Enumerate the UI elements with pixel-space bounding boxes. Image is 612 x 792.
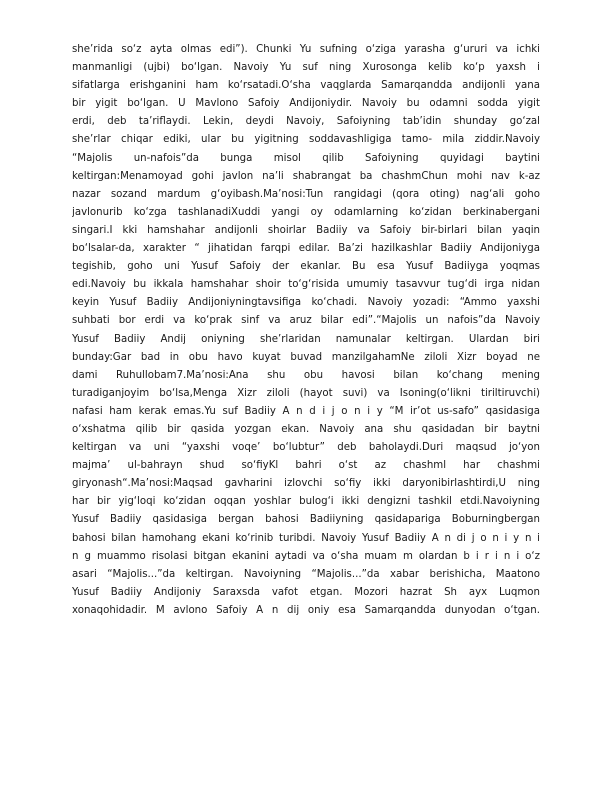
text-line: suhbati bor erdi va ko‘prak sinf va aruz bilar edi”.“Majolis un nafois”da Navoiy [72,315,540,327]
text-line: bo‘lsalar-da, xarakter “ jihatidan farqpi edilar. Ba’zi hazilkashlar Badiiy Andijoniyga [72,243,540,255]
text-line: bir yigit bo‘lgan. U Mavlono Safoiy Andijoniydir. Navoiy bu odamni sodda yigit [72,98,540,110]
text-line: bunday:Gar bad in obu havo kuyat buvad manzilgahamNe ziloli Xizr boyad ne [72,351,540,363]
text-line: tegishib, goho uni Yusuf Safoiy der ekanlar. Bu esa Yusuf Badiiyga yoqmas [72,261,540,273]
text-line: she’rlar chiqar ediki, ular bu yigitning soddavashligiga tamo- mila ziddir.Navoiy [72,134,540,146]
text-line: har bir yig‘loqi ko‘zidan oqqan yoshlar bulog‘i ikki dengizni tashkil etdi.Navoiyning [72,496,540,508]
text-line: Yusuf Badiiy Andijoniy Saraxsda vafot etgan. Mozori hazrat Sh ayx Luqmon [72,586,540,598]
text-line: nazar sozand mardum g‘oyibash.Ma’nosi:Tun rangidagi (qora oting) nag‘ali goho [72,188,540,200]
text-line: “Majolis un-nafois”da bunga misol qilib Safoiyning quyidagi baytini [72,152,540,164]
text-line: xonaqohidadir. M avlono Safoiy A n dij oniy esa Samarqandda dunyodan o‘tgan. [72,604,540,616]
text-line: turadiganjoyim bo‘lsa,Menga Xizr ziloli (hayot suvi) va Isoning(o‘likni tiriltiruvchi) [72,387,540,399]
text-line: asari “Majolis...”da keltirgan. Navoiyning “Majolis...”da xabar berishicha, Maatono [72,568,540,580]
text-line: keyin Yusuf Badiiy Andijoniyningtavsifiga ko‘chadi. Navoiy yozadi: “Ammo yaxshi [72,297,540,309]
text-line: singari.I kki hamshahar andijonli shoirlar Badiiy va Safoiy bir-birlari bilan yaqin [72,224,540,236]
text-line: n g muammo risolasi bitgan ekanini aytadi va o‘sha muam m olardan b i r i n i o‘z [72,550,540,562]
text-line: sifatlarga erishganini ham ko‘rsatadi.O‘sha vaqglarda Samarqandda andijonli yana [72,80,540,92]
text-line: edi.Navoiy bu ikkala hamshahar shoir to‘g‘risida umumiy tasavvur tug‘di irga nidan [72,279,540,291]
text-line: nafasi ham kerak emas.Yu suf Badiiy A n d i j o n i y “M ir’ot us-safo” qasidasiga [72,405,540,417]
text-line: keltirgan va uni “yaxshi voqe’ bo‘lubtur” deb baholaydi.Duri maqsud jo‘yon [72,442,540,454]
text-line: Yusuf Badiiy qasidasiga bergan bahosi Badiiyning qasidapariga Boburningbergan [72,514,540,526]
text-line: erdi, deb ta’riflaydi. Lekin, deydi Navoiy, Safoiyning tab’idin shunday go‘zal [72,116,540,128]
text-line: she’rida so‘z ayta olmas edi”). Chunki Yu sufning o‘ziga yarasha g‘ururi va ichki [72,44,540,55]
text-line: dami Ruhullobam7.Ma’nosi:Ana shu obu havosi bilan ko‘chang mening [72,369,540,381]
body-text [72,41,540,620]
text-line: Yusuf Badiiy Andij oniyning she’rlaridan namunalar keltirgan. Ulardan biri [72,333,540,345]
text-line: o‘xshatma qilib bir qasida yozgan ekan. Navoiy ana shu qasidadan bir baytni [72,423,540,435]
text-line: javlonurib ko‘zga tashlanadiXuddi yangi oy odamlarning ko‘zidan berkinabergani [72,206,540,218]
text-line: majma’ ul-bahrayn shud so‘fiyKl bahri o‘st az chashml har chashmi [72,460,540,472]
text-line: keltirgan:Menamoyad gohi javlon na’li shabrangat ba chashmChun mohi nav k-az [72,170,540,182]
text-line: giryonash“.Ma’nosi:Maqsad gavharini izlovchi so‘fiy ikki daryonibirlashtirdi,U ning [72,478,540,490]
text-line: bahosi bilan hamohang ekani ko‘rinib turibdi. Navoiy Yusuf Badiiy A n di j o n i y n i [72,532,540,544]
text-line: manmanligi (ujbi) bo‘lgan. Navoiy Yu suf ning Xurosonga kelib ko‘p yaxsh i [72,62,540,74]
